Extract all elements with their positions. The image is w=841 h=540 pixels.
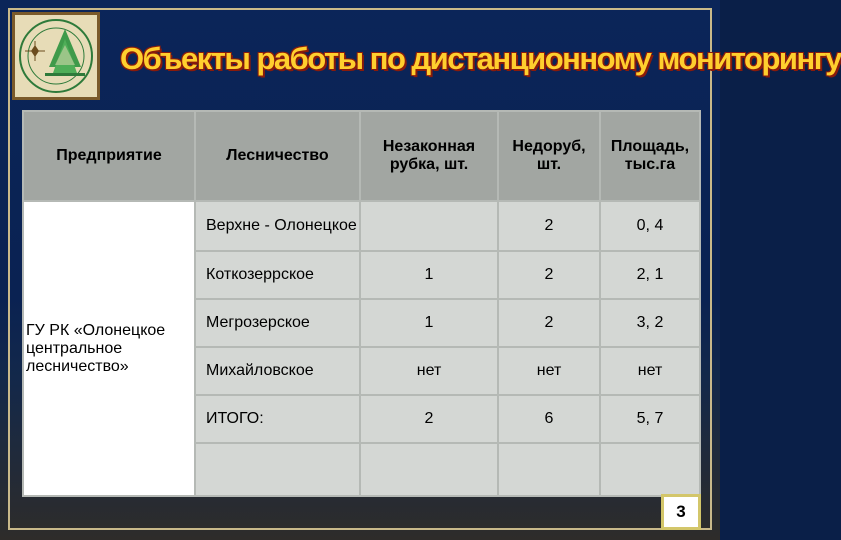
undercut-cell: 2: [498, 201, 600, 251]
area-cell: 3, 2: [600, 299, 700, 347]
undercut-cell: [498, 443, 600, 496]
header-forestry: Лесничество: [195, 111, 360, 201]
illegal-cell: [360, 201, 498, 251]
area-cell: нет: [600, 347, 700, 395]
area-cell: 0, 4: [600, 201, 700, 251]
illegal-cell: [360, 443, 498, 496]
forestry-cell: [195, 443, 360, 496]
illegal-cell: нет: [360, 347, 498, 395]
undercut-cell: нет: [498, 347, 600, 395]
illegal-cell: 2: [360, 395, 498, 443]
monitoring-table: [22, 110, 699, 495]
forest-emblem-icon: [12, 12, 100, 100]
area-cell: 2, 1: [600, 251, 700, 299]
area-cell: 5, 7: [600, 395, 700, 443]
area-cell: [600, 443, 700, 496]
undercut-cell: 2: [498, 251, 600, 299]
illegal-cell: 1: [360, 251, 498, 299]
enterprise-cell: ГУ РК «Олонецкое центральное лесничество»: [23, 201, 195, 496]
forestry-cell: Мегрозерское: [195, 299, 360, 347]
forestry-cell: Верхне - Олонецкое: [195, 201, 360, 251]
undercut-cell: 6: [498, 395, 600, 443]
header-enterprise: Предприятие: [23, 111, 195, 201]
undercut-cell: 2: [498, 299, 600, 347]
header-illegal-logging: Незаконная рубка, шт.: [360, 111, 498, 201]
forestry-cell: Михайловское: [195, 347, 360, 395]
table-header-row: [23, 111, 700, 201]
forestry-cell: Коткозеррское: [195, 251, 360, 299]
page-number: 3: [661, 494, 701, 530]
table-row: [23, 201, 700, 251]
header-undercut: Недоруб, шт.: [498, 111, 600, 201]
page-title: Объекты работы по дистанционному мониторингу: [120, 41, 841, 76]
header-area: Площадь, тыс.га: [600, 111, 700, 201]
illegal-cell: 1: [360, 299, 498, 347]
forestry-cell: ИТОГО:: [195, 395, 360, 443]
